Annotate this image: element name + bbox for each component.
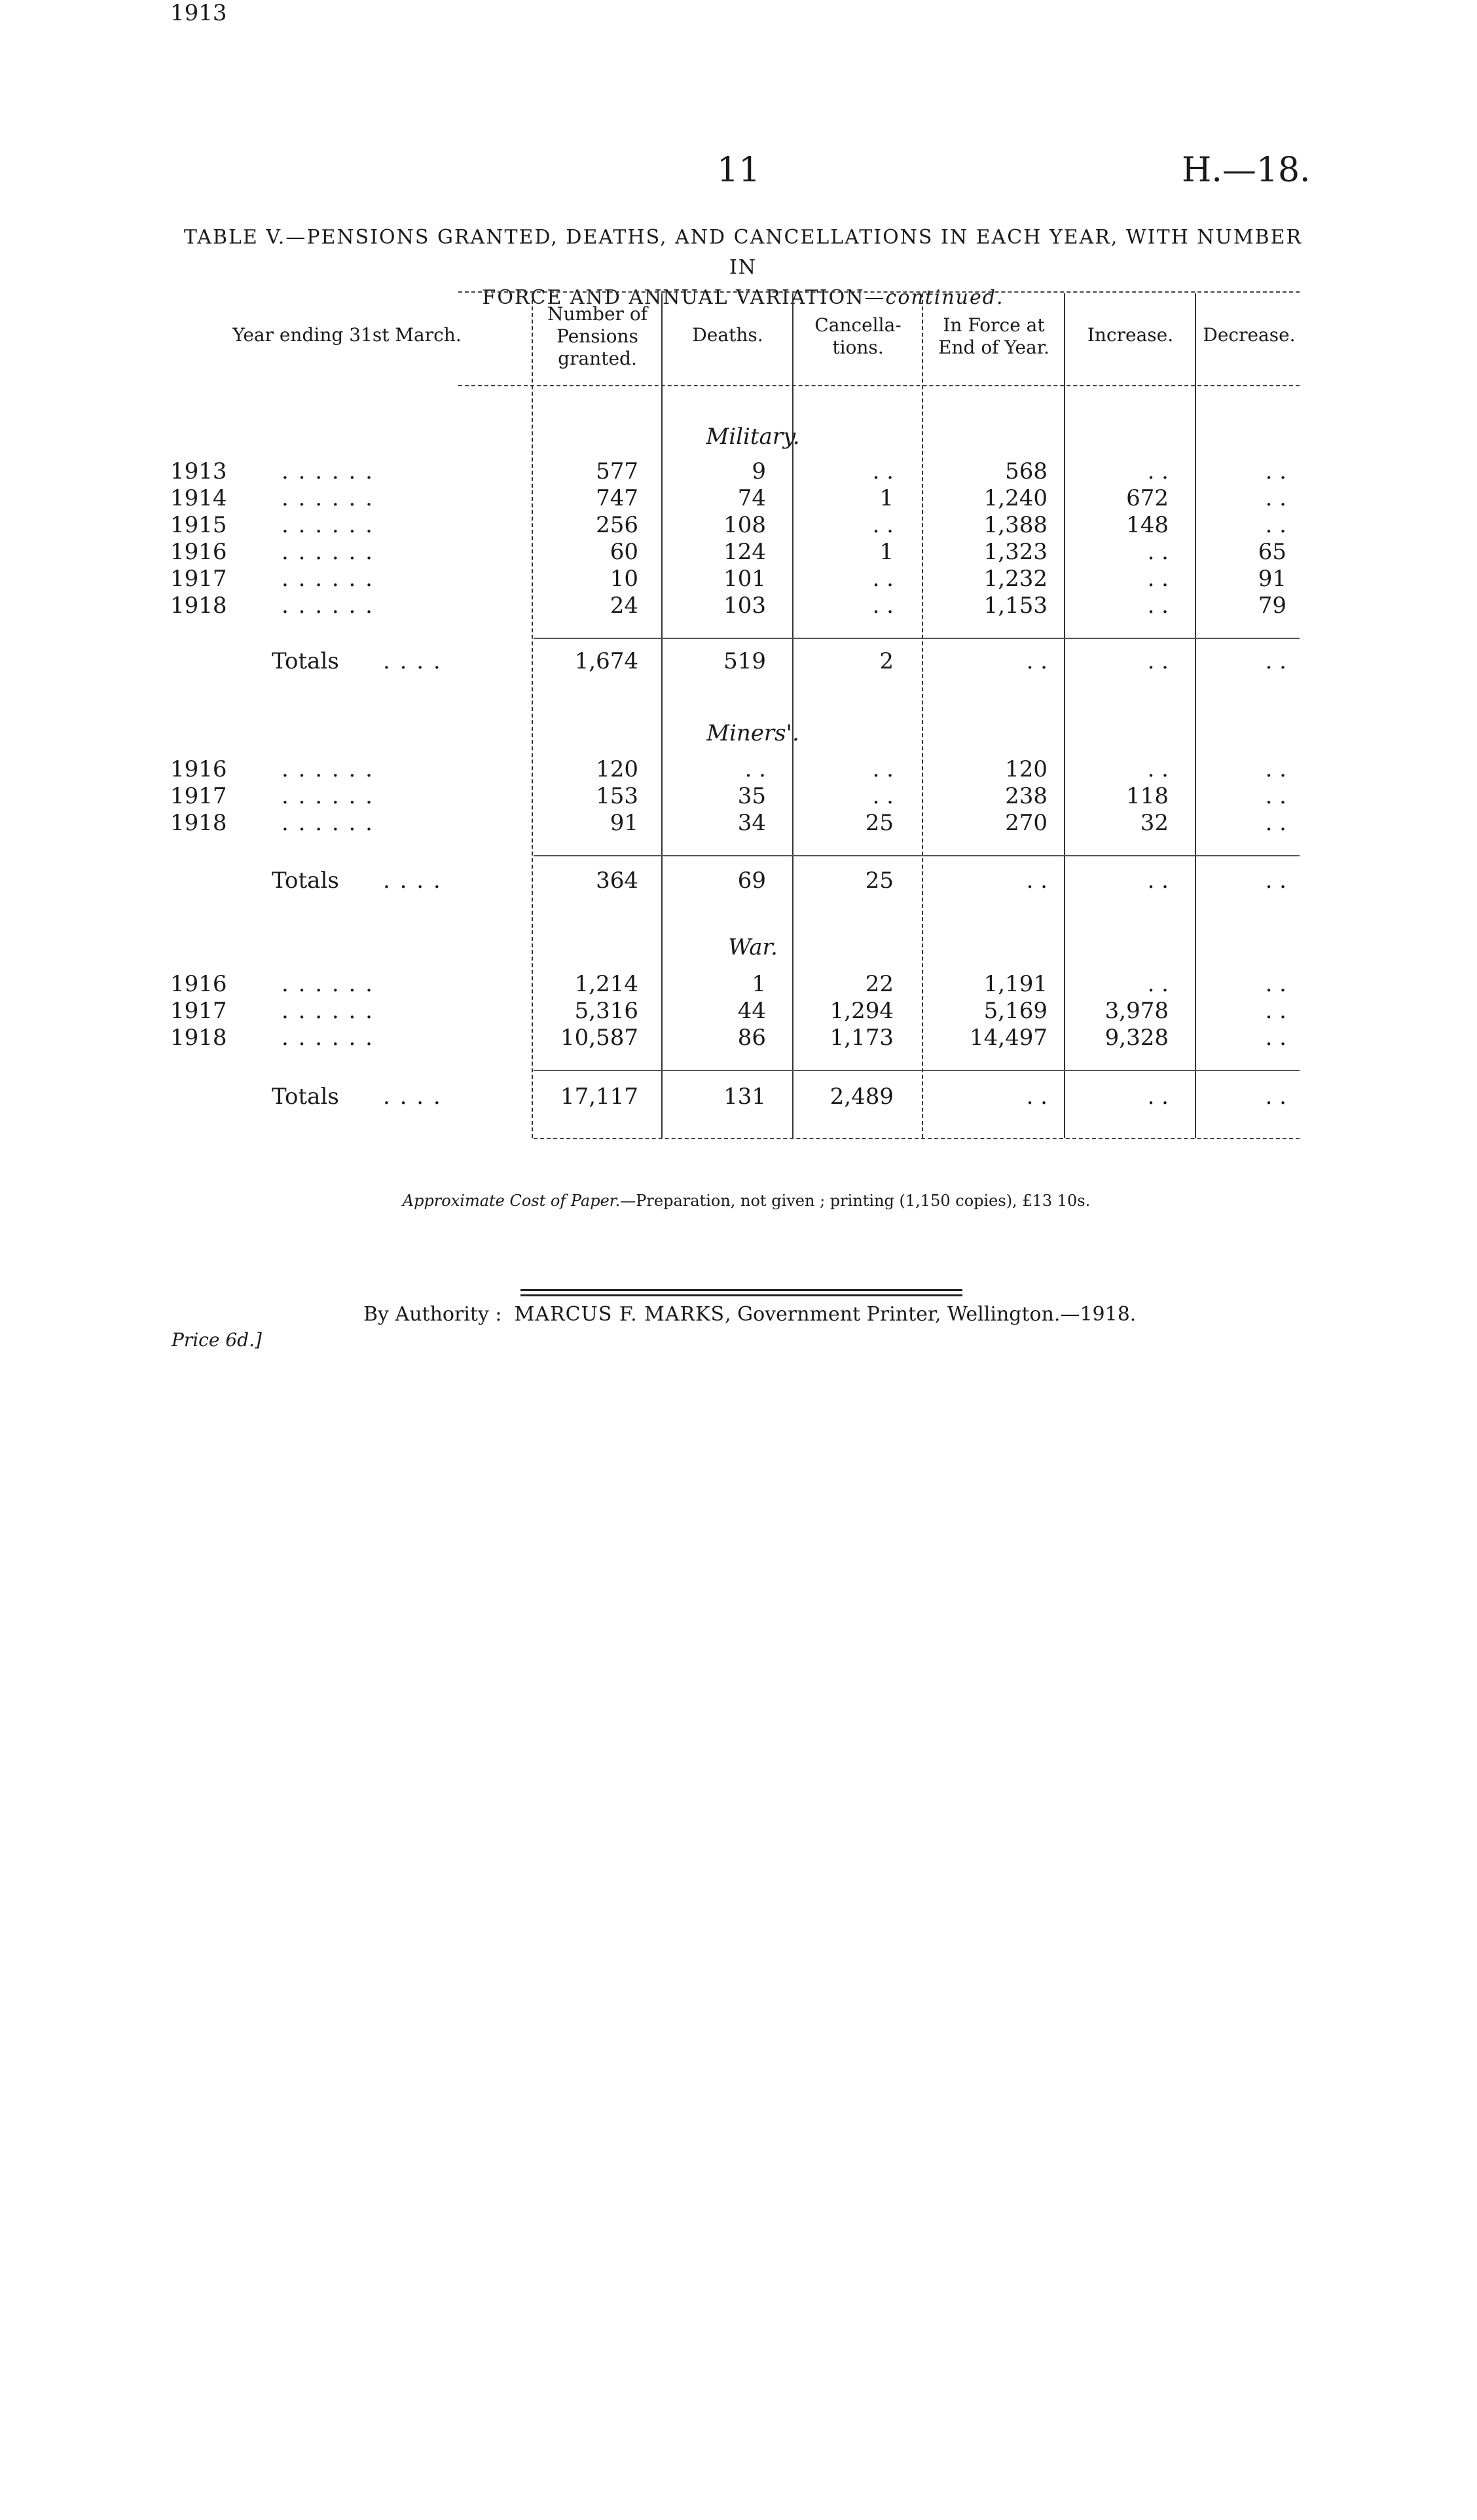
cell-increase: . . (1147, 539, 1169, 565)
row-year: 1915 (170, 512, 227, 538)
cell-decrease: . . (1265, 485, 1286, 511)
cell-granted: 153 (596, 783, 638, 809)
cell-in-force: 1,240 (983, 485, 1048, 511)
totals-label: Totals (272, 867, 339, 894)
cell-decrease: 91 (1258, 566, 1286, 592)
totals-leader-dots: . . . . (383, 648, 442, 674)
cell-granted: 120 (596, 756, 638, 782)
cell-granted: 91 (610, 810, 638, 836)
cell-cancellations: . . (872, 783, 894, 809)
row-year: 1916 (170, 539, 227, 565)
col-header-in-force: In Force at End of Year. (938, 314, 1049, 358)
row-leader-dots: . . . . . . (282, 810, 374, 836)
total-cancellations: 2 (879, 648, 894, 674)
row-leader-dots: . . . . . . (282, 971, 374, 997)
row-year: 1918 (170, 593, 227, 619)
cell-cancellations: 1,173 (830, 1025, 894, 1051)
cell-cancellations: . . (872, 593, 894, 619)
cell-deaths: 1 (752, 971, 766, 997)
cell-granted: 577 (596, 458, 638, 484)
totals-rule (534, 638, 1300, 639)
totals-label: Totals (272, 648, 339, 674)
row-year: 1916 (170, 971, 227, 997)
cell-cancellations: 25 (865, 810, 894, 836)
cell-deaths: 103 (723, 593, 766, 619)
col-header-increase: Increase. (1087, 324, 1174, 346)
cell-increase: . . (1147, 971, 1169, 997)
authority-line: By Authority : MARCUS F. MARKS, Government Printer, Wellington.—1918. (363, 1303, 1137, 1326)
row-leader-dots: . . . . . . (282, 756, 374, 782)
col-divider (532, 293, 533, 1138)
cell-decrease: . . (1265, 1025, 1286, 1051)
row-year: 1918 (170, 810, 227, 836)
cell-increase: 148 (1126, 512, 1169, 538)
row-leader-dots: . . . . . . (282, 539, 374, 565)
header-bottom-rule (458, 385, 1300, 386)
total-increase: . . (1147, 867, 1169, 894)
col-header-granted: Number of Pensions granted. (547, 303, 648, 369)
totals-leader-dots: . . . . (383, 1084, 442, 1110)
cell-cancellations: . . (872, 756, 894, 782)
cell-in-force: 5,169 (983, 998, 1048, 1024)
row-year: 1917 (170, 566, 227, 592)
table-title-line1: TABLE V.—PENSIONS GRANTED, DEATHS, AND CANCELLATIONS IN EACH YEAR, WITH NUMBER IN (183, 226, 1303, 279)
price: Price 6d.] (172, 1329, 262, 1351)
total-in-force: . . (1026, 1084, 1048, 1110)
total-deaths: 519 (723, 648, 766, 674)
total-decrease: . . (1265, 867, 1286, 894)
cell-cancellations: 22 (865, 971, 894, 997)
col-header-deaths: Deaths. (692, 324, 763, 346)
row-year: 1913 (170, 458, 227, 484)
total-granted: 17,117 (560, 1084, 638, 1110)
row-leader-dots: . . . . . . (282, 485, 374, 511)
totals-leader-dots: . . . . (383, 867, 442, 894)
cost-of-paper-note: Approximate Cost of Paper.—Preparation, not given ; printing (1,150 copies), £13 10s. (402, 1192, 1091, 1210)
col-divider (922, 293, 923, 1138)
table-title-line2: FORCE AND ANNUAL VARIATION—continued. (482, 286, 1004, 309)
cell-increase: 672 (1126, 485, 1169, 511)
cell-in-force: 270 (1005, 810, 1048, 836)
cell-in-force: 120 (1005, 756, 1048, 782)
row-leader-dots: . . . . . . (282, 1025, 374, 1051)
cell-increase: 118 (1126, 783, 1169, 809)
cell-increase: 3,978 (1104, 998, 1169, 1024)
cell-granted: 60 (610, 539, 638, 565)
cell-deaths: 9 (752, 458, 766, 484)
total-in-force: . . (1026, 648, 1048, 674)
cell-increase: 9,328 (1104, 1025, 1169, 1051)
col-divider (1064, 293, 1065, 1138)
cell-increase: . . (1147, 566, 1169, 592)
cell-deaths: 124 (723, 539, 766, 565)
cell-granted: 256 (596, 512, 638, 538)
col-header-cancellations: Cancella- tions. (814, 314, 902, 358)
total-decrease: . . (1265, 1084, 1286, 1110)
cell-decrease: . . (1265, 783, 1286, 809)
cell-in-force: 238 (1005, 783, 1048, 809)
cell-deaths: 44 (737, 998, 766, 1024)
cell-decrease: . . (1265, 512, 1286, 538)
page-number: 11 (717, 151, 761, 190)
row-year: 1916 (170, 756, 227, 782)
authority-rule (520, 1294, 962, 1296)
cell-decrease: 79 (1258, 593, 1286, 619)
cell-granted: 5,316 (574, 998, 638, 1024)
cell-deaths: 86 (737, 1025, 766, 1051)
row-year: 1917 (170, 998, 227, 1024)
cell-cancellations: 1 (879, 485, 894, 511)
cell-in-force: 568 (1005, 458, 1048, 484)
section-title-miners: Miners'. (706, 720, 799, 746)
row-leader-dots: . . . . . . (282, 998, 374, 1024)
col-divider (1195, 293, 1196, 1138)
cell-cancellations: . . (872, 566, 894, 592)
cell-increase: . . (1147, 593, 1169, 619)
totals-rule (534, 855, 1300, 856)
totals-rule (534, 1070, 1300, 1071)
cell-increase: . . (1147, 458, 1169, 484)
col-divider (792, 293, 793, 1138)
total-deaths: 131 (723, 1084, 766, 1110)
row-leader-dots: . . . . . . (282, 783, 374, 809)
row-year: 1917 (170, 783, 227, 809)
cell-cancellations: . . (872, 458, 894, 484)
table-title (170, 223, 1316, 313)
cell-cancellations: . . (872, 512, 894, 538)
total-cancellations: 25 (865, 867, 894, 894)
total-deaths: 69 (737, 867, 766, 894)
cell-deaths: 74 (737, 485, 766, 511)
col-divider (661, 293, 663, 1138)
document-reference: H.—18. (1182, 151, 1311, 190)
total-increase: . . (1147, 1084, 1169, 1110)
section-title-military: Military. (706, 424, 800, 450)
col-header-year: Year ending 31st March. (232, 324, 462, 346)
cell-deaths: 35 (737, 783, 766, 809)
cell-decrease: . . (1265, 810, 1286, 836)
cell-decrease: . . (1265, 458, 1286, 484)
row-year: 1918 (170, 1025, 227, 1051)
row-leader-dots: . . . . . . (282, 512, 374, 538)
cell-decrease: . . (1265, 756, 1286, 782)
cell-decrease: . . (1265, 998, 1286, 1024)
col-header-decrease: Decrease. (1203, 324, 1296, 346)
cell-granted: 10,587 (560, 1025, 638, 1051)
cell-granted: 747 (596, 485, 638, 511)
cell-in-force: 1,191 (983, 971, 1048, 997)
cell-deaths: 101 (723, 566, 766, 592)
total-in-force: . . (1026, 867, 1048, 894)
table-top-rule (458, 291, 1300, 293)
cell-granted: 24 (610, 593, 638, 619)
table-bottom-rule (534, 1138, 1300, 1139)
cell-increase: . . (1147, 756, 1169, 782)
cell-in-force: 1,323 (983, 539, 1048, 565)
cell-cancellations: 1,294 (830, 998, 894, 1024)
row-year: 1914 (170, 485, 227, 511)
cell-decrease: 65 (1258, 539, 1286, 565)
total-cancellations: 2,489 (830, 1084, 894, 1110)
total-granted: 1,674 (574, 648, 638, 674)
cell-deaths: . . (744, 756, 766, 782)
cell-decrease: . . (1265, 971, 1286, 997)
cell-cancellations: 1 (879, 539, 894, 565)
cell-granted: 1,214 (574, 971, 638, 997)
cell-granted: 10 (610, 566, 638, 592)
cell-in-force: 1,232 (983, 566, 1048, 592)
cell-deaths: 108 (723, 512, 766, 538)
cell-in-force: 14,497 (970, 1025, 1048, 1051)
totals-label: Totals (272, 1084, 339, 1110)
total-granted: 364 (596, 867, 638, 894)
cell-deaths: 34 (737, 810, 766, 836)
total-increase: . . (1147, 648, 1169, 674)
row-leader-dots: . . . . . . (282, 458, 374, 484)
cell-in-force: 1,388 (983, 512, 1048, 538)
row-leader-dots: . . . . . . (282, 566, 374, 592)
cell-increase: 32 (1140, 810, 1169, 836)
cell-in-force: 1,153 (983, 593, 1048, 619)
total-decrease: . . (1265, 648, 1286, 674)
section-title-war: War. (728, 934, 778, 960)
row-leader-dots: . . . . . . (282, 593, 374, 619)
authority-rule (520, 1289, 962, 1291)
